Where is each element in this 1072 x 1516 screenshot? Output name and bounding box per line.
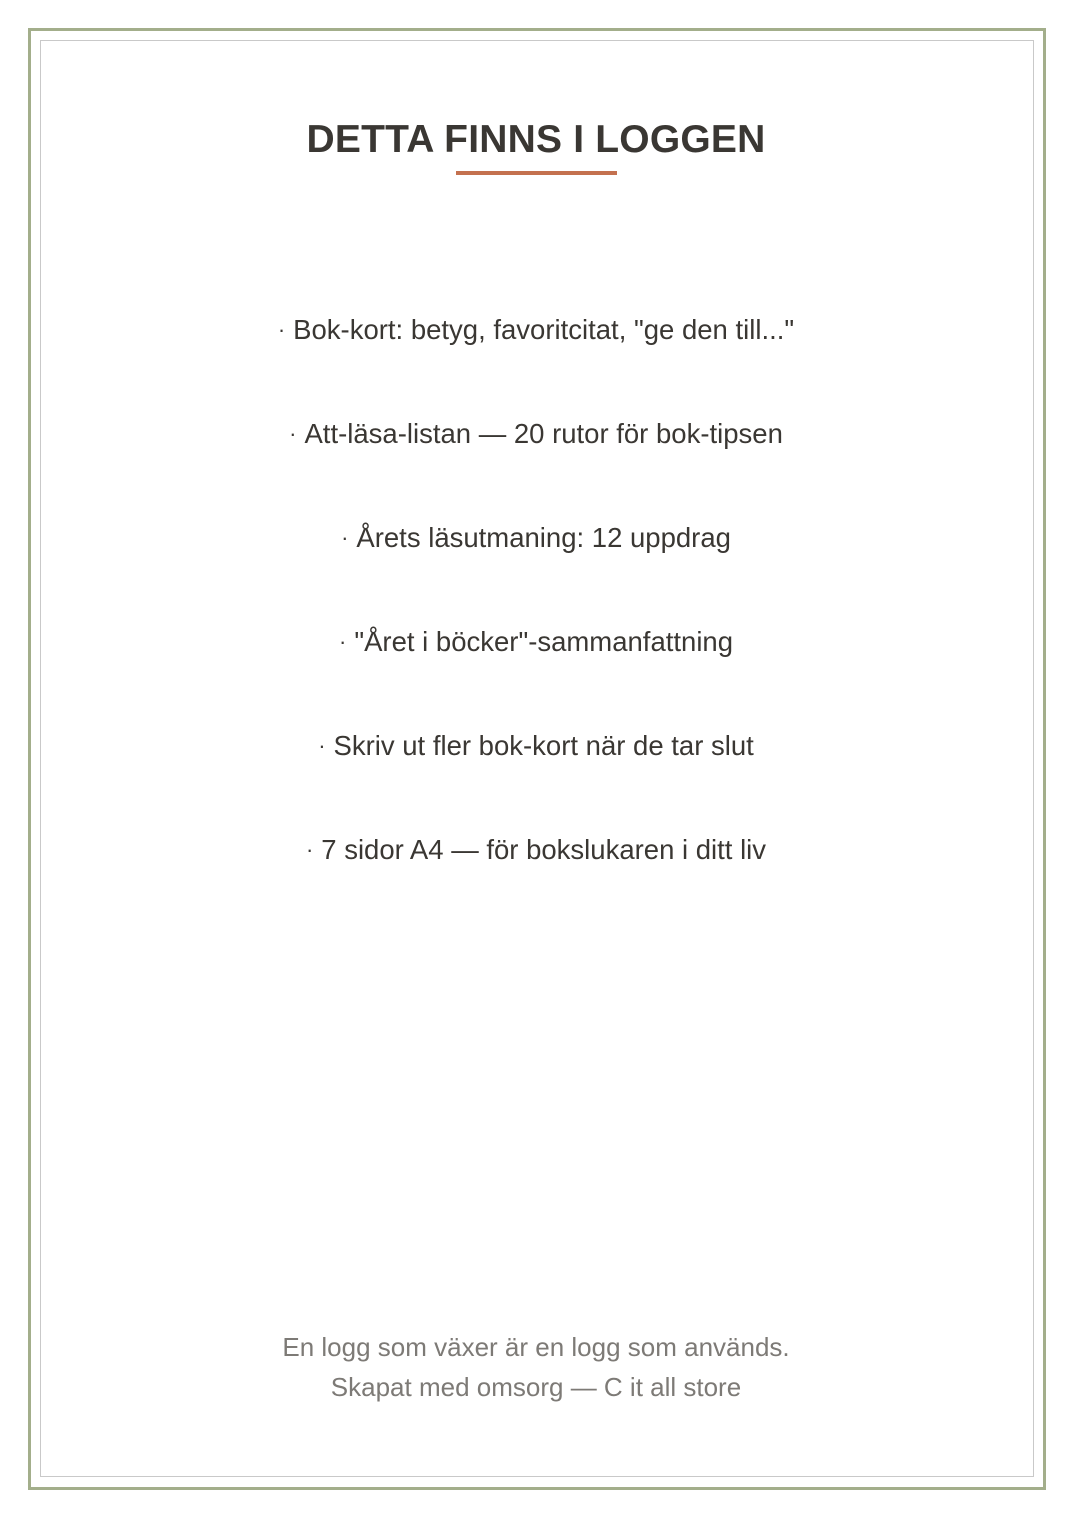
title-underline — [456, 171, 617, 175]
list-item — [0, 726, 1072, 830]
page-title: DETTA FINNS I LOGGEN — [306, 118, 766, 161]
footer-tagline: En logg som växer är en logg som används. — [282, 1332, 790, 1362]
bullet-dot: · — [341, 525, 349, 550]
feature-list — [0, 310, 1072, 934]
footer — [0, 1327, 1072, 1407]
list-item-text: Skriv ut fler bok-kort när de tar slut — [333, 730, 754, 761]
list-item-text: "Året i böcker"-sammanfattning — [354, 626, 734, 657]
list-item — [0, 518, 1072, 622]
bullet-dot: · — [318, 733, 326, 758]
list-item-text: Bok-kort: betyg, favoritcitat, "ge den till..." — [293, 314, 795, 345]
list-item — [0, 414, 1072, 518]
list-item-text: 7 sidor A4 — för bokslukaren i ditt liv — [321, 834, 767, 865]
list-item-text: Årets läsutmaning: 12 uppdrag — [356, 522, 731, 553]
list-item-text: Att-läsa-listan — 20 rutor för bok-tipsen — [304, 418, 783, 449]
footer-credit: Skapat med omsorg — C it all store — [330, 1372, 742, 1402]
list-item — [0, 622, 1072, 726]
bullet-dot: · — [305, 837, 314, 862]
bullet-dot: · — [277, 317, 286, 342]
bullet-dot: · — [289, 421, 297, 446]
list-item — [0, 830, 1072, 934]
bullet-dot: · — [338, 629, 347, 654]
list-item — [0, 310, 1072, 414]
